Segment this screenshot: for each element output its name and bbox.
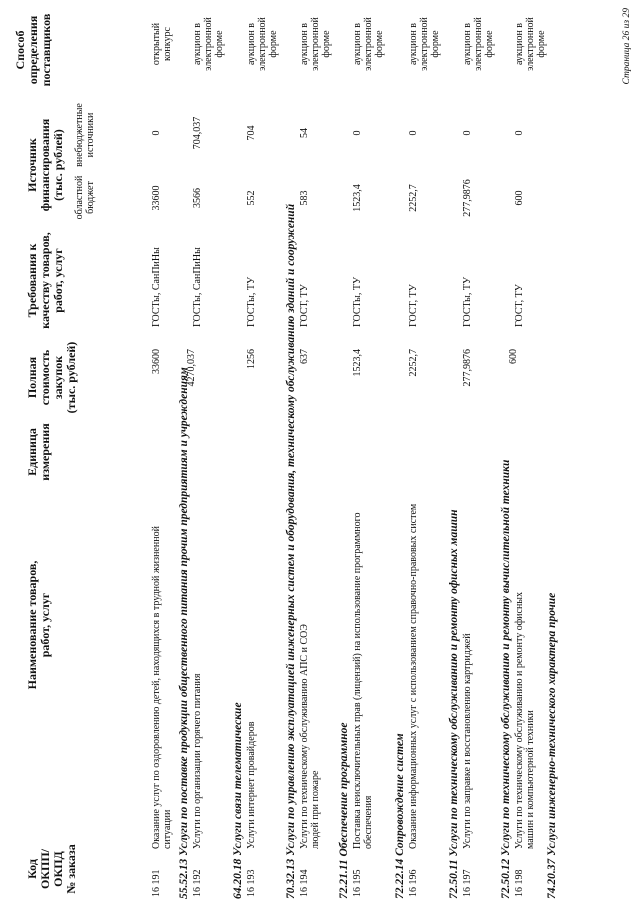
extrabudgetary: 0 xyxy=(352,130,363,136)
section-heading xyxy=(232,702,244,899)
total-cost: 4270,037 xyxy=(186,349,197,387)
total-cost: 33600 xyxy=(151,349,162,374)
header-method xyxy=(14,5,53,95)
item-name: Услуги по заправке и восстановлению картриджей xyxy=(462,633,473,849)
header-method-line: определения xyxy=(26,15,40,85)
header-code-line: ОКПП/ xyxy=(38,848,52,890)
section-code: 55.52.13 xyxy=(178,858,190,899)
header-cost-line: Полная xyxy=(25,356,39,399)
item-name: Оказание информационных услуг с использованием справочно-правовых систем xyxy=(408,503,419,849)
requirements: ГОСТ, ТУ xyxy=(514,284,525,327)
header-req-line: Требования к xyxy=(25,243,39,318)
extrabudgetary: 704,037 xyxy=(192,116,203,150)
extrabudgetary: 0 xyxy=(514,130,525,136)
regional-budget: 1523,4 xyxy=(352,184,363,212)
header-cost xyxy=(26,340,78,415)
requirements: ГОСТ, ТУ xyxy=(408,284,419,327)
procurement-method: аукцион в электронной форме xyxy=(299,17,332,71)
section-heading xyxy=(338,723,350,900)
header-method-line: поставщиков xyxy=(39,13,53,87)
section-title: Обеспечение программное xyxy=(338,722,350,857)
regional-budget: 552 xyxy=(246,190,257,206)
section-title: Сопровождение систем xyxy=(394,733,406,856)
extrabudgetary: 0 xyxy=(462,130,473,136)
extrabudgetary: 54 xyxy=(299,128,310,138)
header-sub-line: внебюджетные xyxy=(74,103,85,167)
section-title: Услуги инженерно-технического характера прочие xyxy=(546,592,558,856)
item-name: Поставка неисключительных прав (лицензий) на использование программного обеспечения xyxy=(352,512,374,849)
header-source-extra xyxy=(74,100,96,170)
header-source-line: (тыс. рублей) xyxy=(51,129,65,201)
section-title: Услуги по управлению эксплуатацией инженерных систем и оборудования, техническому обслуживанию зданий и сооружений xyxy=(285,203,297,856)
section-code: 70.32.13 xyxy=(285,858,297,899)
page-number: Страница 26 из 29 xyxy=(622,8,632,85)
header-cost-line: закупок xyxy=(51,355,65,400)
header-unit-line: измерения xyxy=(38,423,52,481)
section-title: Услуги по поставке продукции общественного питания прочим предприятиям и учреждениям xyxy=(178,367,190,856)
header-source-line: Источник xyxy=(25,138,39,192)
header-sub-line: бюджет xyxy=(85,181,96,214)
header-source-regional xyxy=(74,170,96,225)
header-req-line: работ, услуг xyxy=(51,248,65,313)
requirements: ГОСТы, ТУ xyxy=(352,276,363,327)
header-method-line: Способ xyxy=(13,30,27,70)
procurement-method: аукцион в электронной форме xyxy=(408,17,441,71)
procurement-method: открытый конкурс xyxy=(151,22,173,66)
section-heading xyxy=(448,509,460,899)
header-requirements xyxy=(26,228,65,333)
section-code: 64.20.18 xyxy=(232,858,244,899)
extrabudgetary: 704 xyxy=(246,125,257,141)
item-name: Услуги по организации горячего питания xyxy=(192,673,203,849)
item-name: Оказание услуг по оздоровлению детей, находящихся в трудной жизненной ситуации xyxy=(151,526,173,849)
procurement-method: аукцион в электронной форме xyxy=(514,17,547,71)
item-name: Услуги интернет провайдеров xyxy=(246,721,257,849)
requirements: ГОСТы, ТУ xyxy=(246,276,257,327)
header-sub-line: источники xyxy=(85,112,96,158)
procurement-method: аукцион в электронной форме xyxy=(246,17,279,71)
header-code-line: № заказа xyxy=(64,844,78,894)
procurement-method: аукцион в электронной форме xyxy=(192,17,225,71)
header-name-line: работ, услуг xyxy=(38,592,52,658)
header-cost-line: (тыс. рублей) xyxy=(64,341,78,414)
section-heading xyxy=(285,204,297,899)
item-name: Услуги по техническому обслуживанию АПС и СОЭ людей при пожаре xyxy=(299,624,321,849)
regional-budget: 583 xyxy=(299,190,310,206)
order-number: 16 198 xyxy=(514,869,525,897)
total-cost: 637 xyxy=(299,349,310,364)
header-name xyxy=(26,535,52,715)
order-number: 16 191 xyxy=(151,869,162,897)
header-name-line: Наименование товаров, xyxy=(25,560,39,690)
total-cost: 1256 xyxy=(246,349,257,369)
order-number: 16 193 xyxy=(246,869,257,897)
section-code: 72.50.11 xyxy=(448,859,460,899)
section-title: Услуги по техническому обслуживанию и ремонту офисных машин xyxy=(448,509,460,857)
section-heading xyxy=(500,460,512,899)
header-cost-line: стоимость xyxy=(38,349,52,406)
header-sub-line: областной xyxy=(74,175,85,220)
section-heading xyxy=(394,733,406,899)
header-code-line: Код xyxy=(25,859,39,879)
item-name: Услуги по техническому обслуживанию и ремонту офисных машин и компьютерной техники xyxy=(514,591,536,849)
order-number: 16 197 xyxy=(462,869,473,897)
order-number: 16 196 xyxy=(408,869,419,897)
header-unit-line: Единица xyxy=(25,428,39,476)
procurement-method: аукцион в электронной форме xyxy=(462,17,495,71)
header-unit xyxy=(26,417,52,487)
total-cost: 600 xyxy=(508,349,519,364)
header-req-line: качеству товаров, xyxy=(38,232,52,329)
total-cost: 1523,4 xyxy=(352,349,363,377)
header-source xyxy=(26,105,65,225)
section-code: 72.22.14 xyxy=(394,858,406,899)
header-code xyxy=(26,839,78,899)
section-code: 74.20.37 xyxy=(546,858,558,899)
requirements: ГОСТ, ТУ xyxy=(299,284,310,327)
regional-budget: 3566 xyxy=(192,188,203,208)
section-code: 72.50.12 xyxy=(500,858,512,899)
section-heading xyxy=(546,593,558,899)
header-code-line: ОКПД xyxy=(51,851,65,887)
requirements: ГОСТы, СанПиНы xyxy=(151,247,162,327)
regional-budget: 33600 xyxy=(151,185,162,211)
requirements: ГОСТы, СанПиНы xyxy=(192,247,203,327)
section-heading xyxy=(178,367,190,899)
header-source-line: финансирования xyxy=(38,118,52,212)
regional-budget: 277,9876 xyxy=(462,179,473,217)
extrabudgetary: 0 xyxy=(408,130,419,136)
regional-budget: 2252,7 xyxy=(408,184,419,212)
extrabudgetary: 0 xyxy=(151,130,162,136)
section-title: Услуги по техническому обслуживанию и ремонту вычислительной техники xyxy=(500,459,512,856)
section-code: 72.21.11 xyxy=(338,859,350,899)
order-number: 16 195 xyxy=(352,869,363,897)
section-title: Услуги связи телематические xyxy=(232,702,244,856)
total-cost: 2252,7 xyxy=(408,349,419,377)
regional-budget: 600 xyxy=(514,190,525,206)
order-number: 16 194 xyxy=(299,869,310,897)
order-number: 16 192 xyxy=(192,869,203,897)
procurement-method: аукцион в электронной форме xyxy=(352,17,385,71)
total-cost: 277,9876 xyxy=(462,349,473,387)
requirements: ГОСТы, ТУ xyxy=(462,276,473,327)
